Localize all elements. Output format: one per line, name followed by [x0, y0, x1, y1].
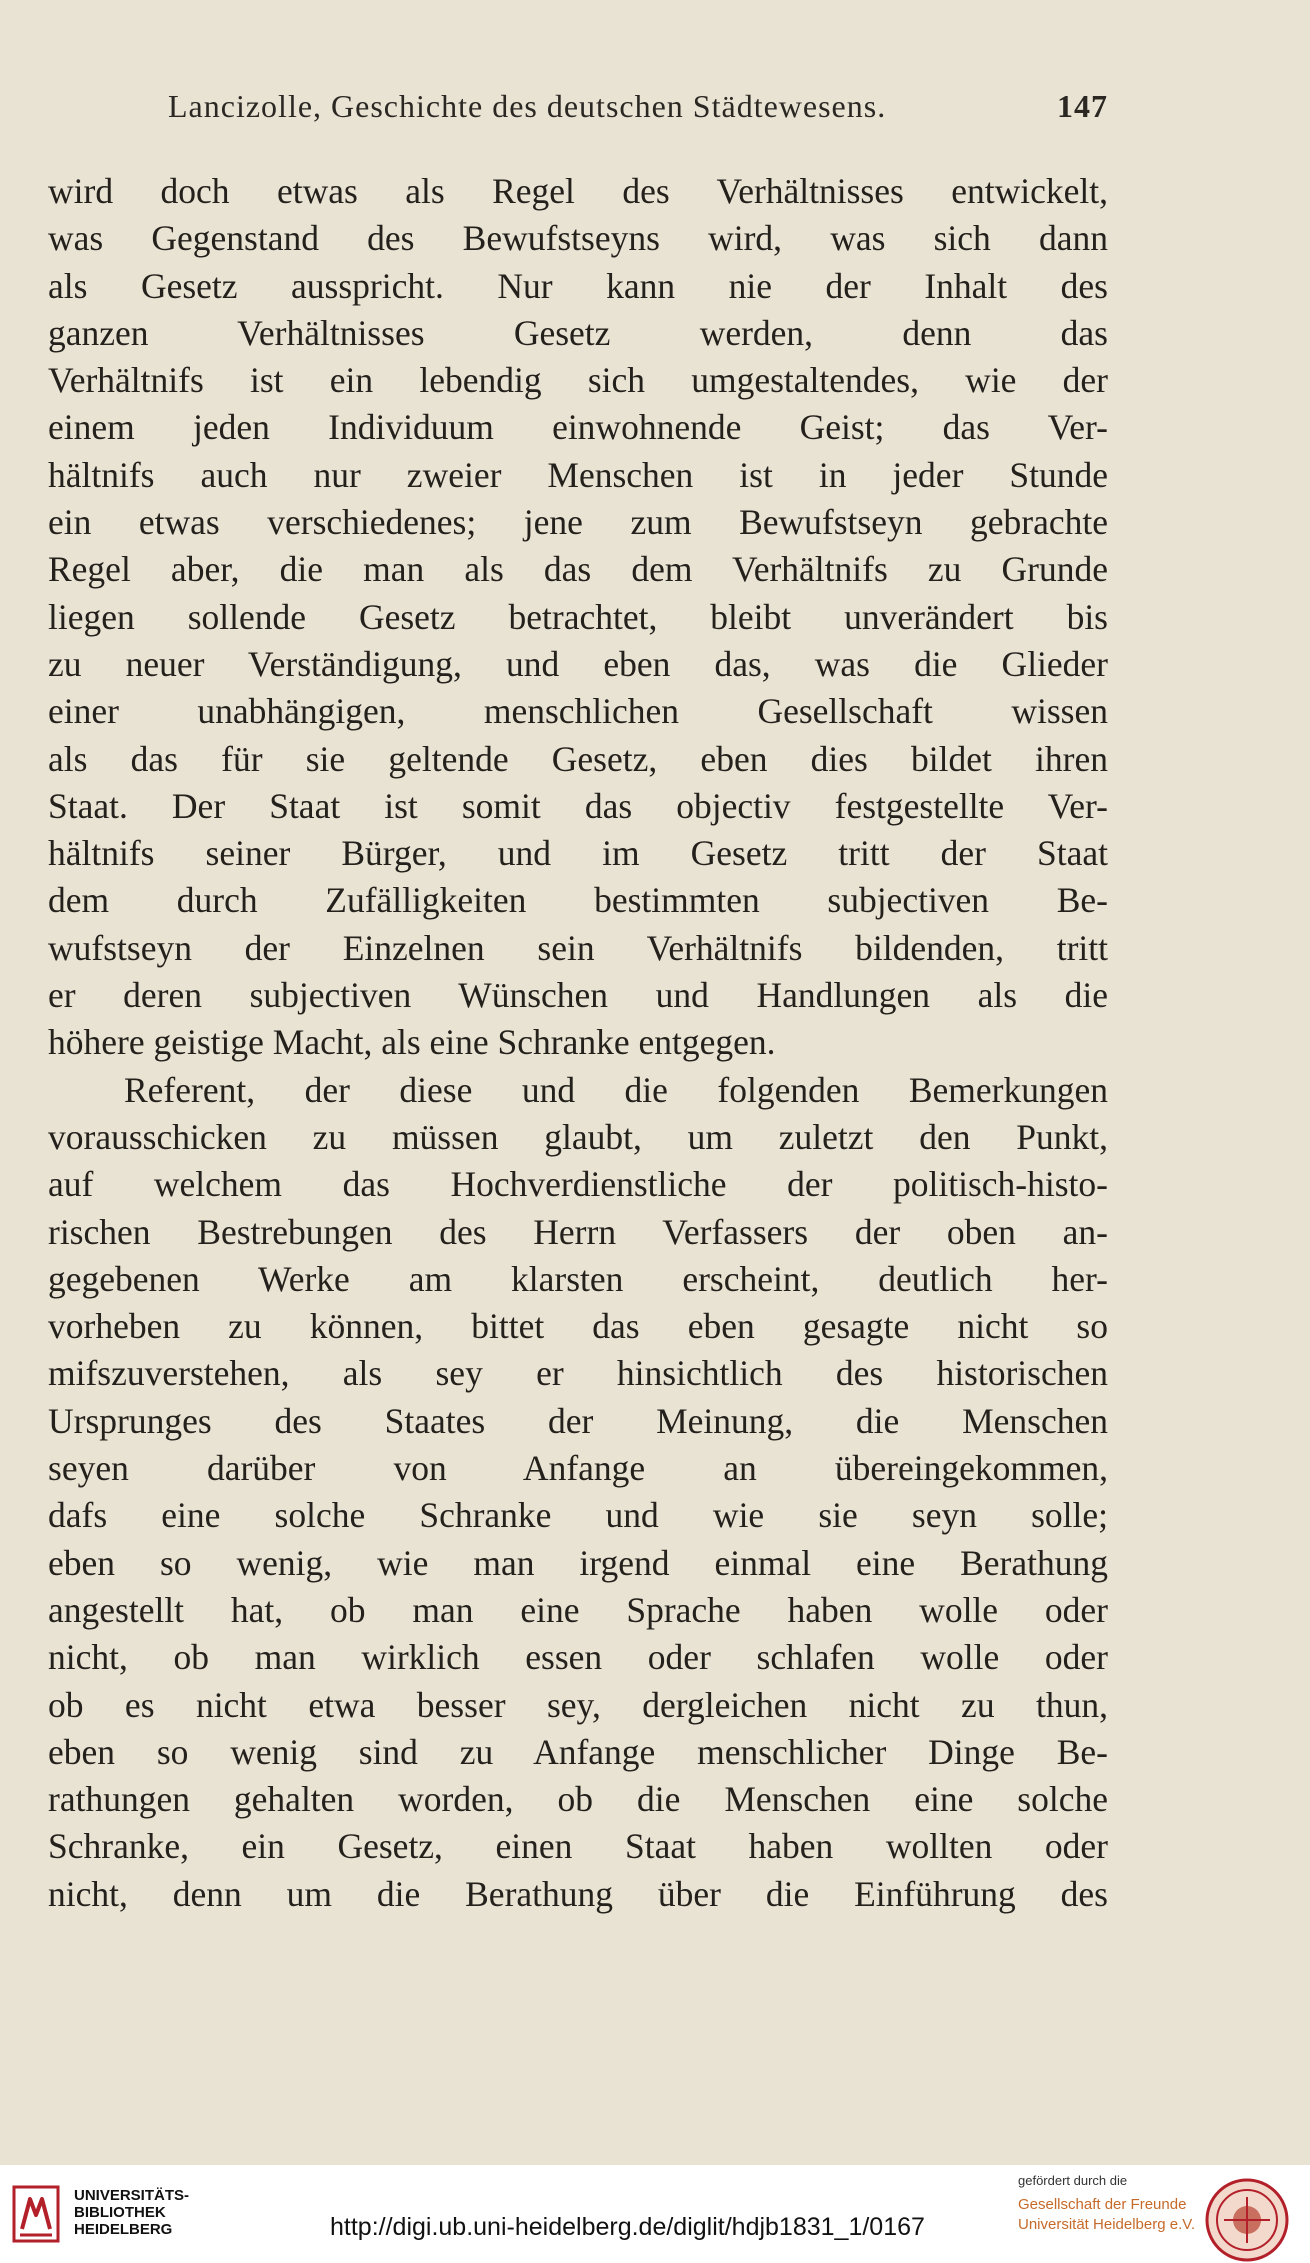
- running-header: [168, 88, 1108, 128]
- text-line: ein etwas verschiedenes; jene zum Bewufstseyn gebrachte: [48, 502, 1108, 543]
- text-line: einem jeden Individuum einwohnende Geist; das Ver-: [48, 407, 1108, 448]
- text-line: nicht, ob man wirklich essen oder schlafen wolle oder: [48, 1637, 1108, 1678]
- text-line: vorausschicken zu müssen glaubt, um zuletzt den Punkt,: [48, 1116, 1108, 1157]
- text-line: angestellt hat, ob man eine Sprache haben wolle oder: [48, 1589, 1108, 1630]
- text-line: wufstseyn der Einzelnen sein Verhältnifs bildenden, tritt: [48, 927, 1108, 968]
- ub-heidelberg-logo-icon: [12, 2185, 60, 2243]
- text-line: er deren subjectiven Wünschen und Handlungen als die: [48, 975, 1108, 1016]
- library-name-line1: UNIVERSITÄTS-: [74, 2187, 190, 2204]
- text-line: nicht, denn um die Berathung über die Einführung des: [48, 1873, 1108, 1914]
- text-line: wird doch etwas als Regel des Verhältnisses entwickelt,: [48, 171, 1108, 211]
- text-line: einer unabhängigen, menschlichen Gesellschaft wissen: [48, 691, 1108, 732]
- text-line: Regel aber, die man als das dem Verhältnifs zu Grunde: [48, 549, 1108, 590]
- text-line: ganzen Verhältnisses Gesetz werden, denn das: [48, 312, 1108, 353]
- sponsor-name-line1: Gesellschaft der Freunde: [1018, 2196, 1187, 2213]
- text-line: vorheben zu können, bittet das eben gesagte nicht so: [48, 1306, 1108, 1347]
- sponsor-name: [1018, 2195, 1195, 2235]
- sponsor-caption: gefördert durch die: [1018, 2173, 1128, 2188]
- text-line: hältnifs auch nur zweier Menschen ist in jeder Stunde: [48, 454, 1108, 495]
- text-line: Staat. Der Staat ist somit das objectiv festgestellte Ver-: [48, 785, 1108, 826]
- digitization-footer: [0, 2165, 1310, 2261]
- text-line: Verhältnifs ist ein lebendig sich umgestaltendes, wie der: [48, 360, 1108, 401]
- text-line: liegen sollende Gesetz betrachtet, bleibt unverändert bis: [48, 596, 1108, 637]
- running-title: Lancizolle, Geschichte des deutschen Städtewesens.: [168, 88, 887, 124]
- university-seal-icon: [1204, 2177, 1290, 2263]
- text-line: eben so wenig, wie man irgend einmal eine Berathung: [48, 1542, 1108, 1583]
- text-line: als das für sie geltende Gesetz, eben dies bildet ihren: [48, 738, 1108, 779]
- library-name: [74, 2187, 189, 2238]
- text-line: eben so wenig sind zu Anfange menschlicher Dinge Be-: [48, 1731, 1108, 1772]
- text-line: als Gesetz ausspricht. Nur kann nie der Inhalt des: [48, 265, 1108, 306]
- text-line: höhere geistige Macht, als eine Schranke entgegen.: [48, 1022, 776, 1063]
- text-line: auf welchem das Hochverdienstliche der politisch-histo-: [48, 1164, 1108, 1205]
- page-number: 147: [1057, 88, 1108, 124]
- text-line: mifszuverstehen, als sey er hinsichtlich des historischen: [48, 1353, 1108, 1394]
- text-line: was Gegenstand des Bewufstseyns wird, was sich dann: [48, 218, 1108, 259]
- text-line: zu neuer Verständigung, und eben das, was die Glieder: [48, 643, 1108, 684]
- text-line: dem durch Zufälligkeiten bestimmten subjectiven Be-: [48, 880, 1108, 921]
- text-line: Ursprunges des Staates der Meinung, die Menschen: [48, 1400, 1108, 1441]
- permalink-url[interactable]: http://digi.ub.uni-heidelberg.de/diglit/hdjb1831_1/0167: [330, 2213, 925, 2241]
- body-text: [48, 168, 1108, 1918]
- text-line: rathungen gehalten worden, ob die Menschen eine solche: [48, 1779, 1108, 1820]
- library-name-line2: BIBLIOTHEK: [74, 2204, 166, 2221]
- text-line: ob es nicht etwa besser sey, dergleichen nicht zu thun,: [48, 1684, 1108, 1725]
- text-line: dafs eine solche Schranke und wie sie seyn solle;: [48, 1495, 1108, 1536]
- library-name-line3: HEIDELBERG: [74, 2221, 173, 2238]
- text-line: Referent, der diese und die folgenden Bemerkungen: [124, 1069, 1108, 1110]
- sponsor-name-line2: Universität Heidelberg e.V.: [1018, 2216, 1196, 2233]
- text-line: seyen darüber von Anfange an übereingekommen,: [48, 1448, 1108, 1489]
- text-line: hältnifs seiner Bürger, und im Gesetz tritt der Staat: [48, 833, 1108, 874]
- text-line: rischen Bestrebungen des Herrn Verfassers der oben an-: [48, 1211, 1108, 1252]
- text-line: gegebenen Werke am klarsten erscheint, deutlich her-: [48, 1258, 1108, 1299]
- text-line: Schranke, ein Gesetz, einen Staat haben wollten oder: [48, 1826, 1108, 1867]
